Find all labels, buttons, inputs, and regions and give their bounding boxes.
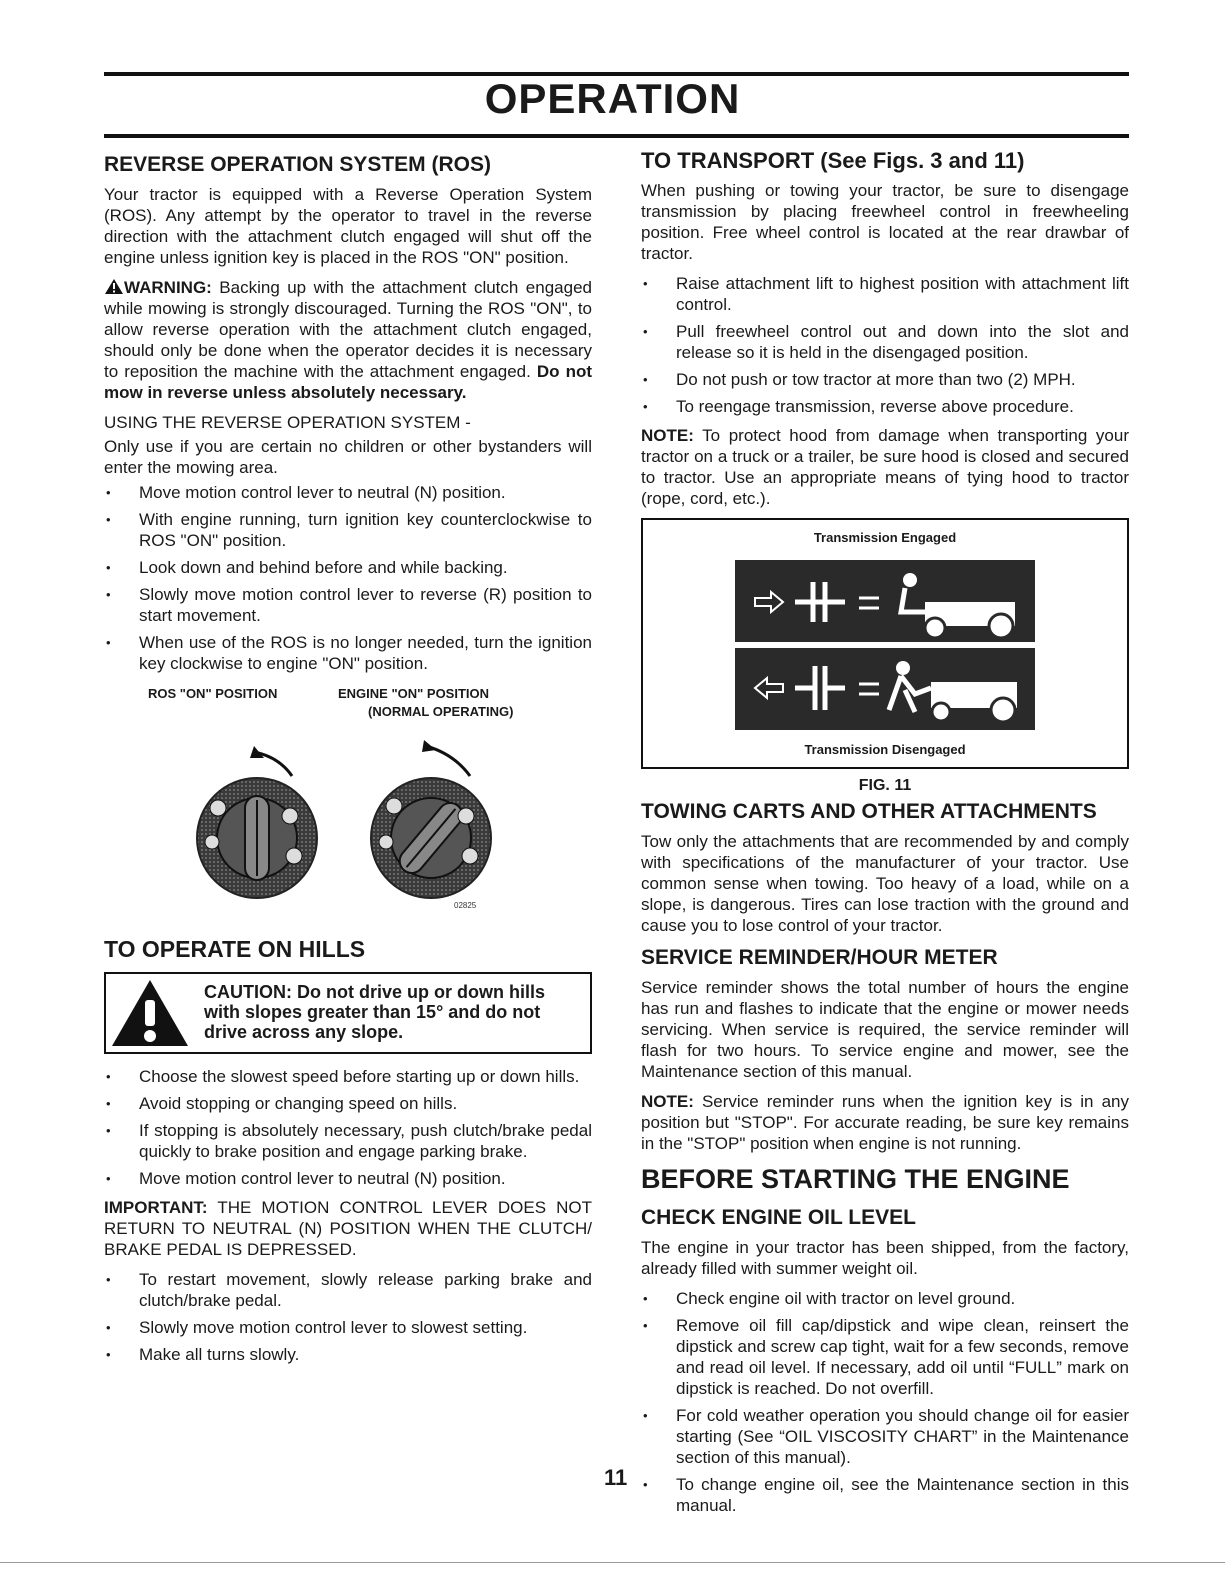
- warning-text: Backing up with the attachment clutch engaged while mowing is strongly discouraged. Turning the ROS "ON", to allow reverse operation with the attachment clutch engaged, should only be done when the operator decides it is necessary to reposition the machine with the attachment engaged.: [104, 278, 592, 381]
- list-item: • When use of the ROS is no longer needed, turn the ignition key clockwise to engine "ON" position.: [104, 632, 592, 674]
- list-item: • For cold weather operation you should change oil for easier starting (See “OIL VISCOSITY CHART” in the Maintenance section of this manual).: [641, 1405, 1129, 1468]
- towing-text: Tow only the attachments that are recommended by and comply with specifications of the manufacturer of your tractor. Use common sense when towing. Too heavy of a load, while on a slope, is dangerous. Tires can lose traction with the ground and cause you to lose control of your tractor.: [641, 832, 1129, 935]
- figure-code: 02825: [454, 901, 477, 910]
- important-label: IMPORTANT:: [104, 1198, 208, 1217]
- figure-11: [641, 518, 1129, 769]
- note-text: Service reminder runs when the ignition key is in any position but "STOP". For accurate reading, be sure key remains in the "STOP" position when engine is not running.: [641, 1092, 1129, 1153]
- service-note: [641, 1091, 1129, 1154]
- list-item: • Make all turns slowly.: [104, 1344, 592, 1365]
- left-column: [104, 148, 592, 1373]
- transport-note: [641, 425, 1129, 509]
- important-note: [104, 1197, 592, 1260]
- list-item: • Check engine oil with tractor on level ground.: [641, 1288, 1129, 1309]
- towing-heading: TOWING CARTS AND OTHER ATTACHMENTS: [641, 800, 1097, 823]
- before-text: The engine in your tractor has been shipped, from the factory, already filled with summer weight oil.: [641, 1238, 1129, 1278]
- ros-on-dial-icon: [197, 746, 317, 898]
- list-item: • Do not push or tow tractor at more than two (2) MPH.: [641, 369, 1129, 390]
- transport-intro: When pushing or towing your tractor, be sure to disengage transmission by placing freewheel control in freewheeling position. Free wheel control is located at the rear drawbar of tractor.: [641, 181, 1129, 263]
- list-item: • If stopping is absolutely necessary, push clutch/brake pedal quickly to brake position and engage parking brake.: [104, 1120, 592, 1162]
- caution-text: [204, 982, 545, 1042]
- ros-heading: REVERSE OPERATION SYSTEM (ROS): [104, 153, 491, 176]
- ros-warning: [104, 277, 592, 403]
- title-rule: [104, 134, 1129, 138]
- transmission-illustration: [735, 560, 1035, 730]
- list-item: • To reengage transmission, reverse above procedure.: [641, 396, 1129, 417]
- before-heading: BEFORE STARTING THE ENGINE: [641, 1164, 1070, 1194]
- important-text: THE MOTION CONTROL LEVER DOES NOT RETURN TO NEUTRAL (N) POSITION WHEN THE CLUTCH/ BRAKE PEDAL IS DEPRESSED.: [104, 1198, 593, 1259]
- figure-label: FIG. 11: [858, 777, 912, 794]
- list-item: • Choose the slowest speed before starting up or down hills.: [104, 1066, 592, 1087]
- list-item: • Slowly move motion control lever to slowest setting.: [104, 1317, 592, 1338]
- ros-on-label: ROS "ON" POSITION: [148, 686, 278, 701]
- note-text: To protect hood from damage when transporting your tractor on a truck or a trailer, be sure hood is closed and secured to tractor. Use an appropriate means of tying hood to tractor (rope, cord, etc.).: [641, 426, 1129, 508]
- list-item: • Move motion control lever to neutral (N) position.: [104, 482, 592, 503]
- check-oil-heading: CHECK ENGINE OIL LEVEL: [641, 1206, 916, 1229]
- ros-bullets: [104, 482, 592, 674]
- caution-line: with slopes greater than 15° and do not: [204, 1002, 541, 1022]
- ros-figure-labels: [104, 686, 592, 732]
- hills-bullets: [104, 1066, 592, 1189]
- engine-on-label: ENGINE "ON" POSITION: [338, 686, 490, 701]
- list-item: • Look down and behind before and while backing.: [104, 557, 592, 578]
- page-number: 11: [604, 1465, 628, 1490]
- using-heading: USING THE REVERSE OPERATION SYSTEM -: [104, 413, 471, 432]
- note-label: NOTE:: [641, 426, 694, 445]
- caution-icon: [110, 978, 190, 1048]
- list-item: • Slowly move motion control lever to reverse (R) position to start movement.: [104, 584, 592, 626]
- engine-on-dial-icon: [371, 740, 491, 898]
- list-item: • Remove oil fill cap/dipstick and wipe clean, reinsert the dipstick and screw cap tight, wait for a few seconds, remove and read oil level. If necessary, add oil until “FULL” mark on dipstick is reached. Do not overfill.: [641, 1315, 1129, 1399]
- using-text: Only use if you are certain no children or other bystanders will enter the mowing area.: [104, 437, 592, 477]
- page-title: OPERATION: [484, 75, 741, 122]
- list-item: • Avoid stopping or changing speed on hills.: [104, 1093, 592, 1114]
- list-item: • Pull freewheel control out and down into the slot and release so it is held in the disengaged position.: [641, 321, 1129, 363]
- note-label: NOTE:: [641, 1092, 694, 1111]
- transport-heading: TO TRANSPORT (See Figs. 3 and 11): [641, 148, 1025, 173]
- warning-label: WARNING:: [124, 278, 212, 297]
- list-item: • To restart movement, slowly release parking brake and clutch/brake pedal.: [104, 1269, 592, 1311]
- hills-heading: TO OPERATE ON HILLS: [104, 936, 366, 962]
- warning-bold: Do not mow in reverse unless absolutely necessary.: [104, 362, 592, 402]
- list-item: • With engine running, turn ignition key counterclockwise to ROS "ON" position.: [104, 509, 592, 551]
- warning-icon: [104, 278, 124, 295]
- caution-line: drive across any slope.: [204, 1022, 404, 1042]
- list-item: • Raise attachment lift to highest position with attachment lift control.: [641, 273, 1129, 315]
- fig-bottom-caption: Transmission Disengaged: [804, 742, 966, 757]
- caution-line: CAUTION: Do not drive up or down hills: [204, 982, 545, 1002]
- list-item: • To change engine oil, see the Maintenance section in this manual.: [641, 1474, 1129, 1516]
- normal-operating-label: (NORMAL OPERATING): [368, 704, 514, 719]
- hills-bullets-2: [104, 1269, 592, 1365]
- transport-bullets: [641, 273, 1129, 417]
- fig-top-caption: Transmission Engaged: [813, 530, 957, 545]
- ros-intro: Your tractor is equipped with a Reverse Operation System (ROS). Any attempt by the operator to travel in the reverse direction with the attachment clutch engaged will shut off the engine unless ignition key is placed in the ROS "ON" position.: [104, 185, 592, 267]
- right-column: [641, 148, 1129, 1524]
- oil-bullets: [641, 1288, 1129, 1516]
- ignition-dials-illustration: [104, 732, 592, 932]
- ignition-dials-figure: [104, 732, 592, 932]
- service-heading: SERVICE REMINDER/HOUR METER: [641, 946, 998, 969]
- list-item: • Move motion control lever to neutral (N) position.: [104, 1168, 592, 1189]
- service-text: Service reminder shows the total number of hours the engine has run and flashes to indicate that the engine or mower needs servicing. When service is required, the service reminder will flash for two hours. To service engine and mower, see the Maintenance section of this manual.: [641, 978, 1129, 1081]
- bottom-rule: [0, 1562, 1225, 1563]
- caution-box: [104, 972, 592, 1054]
